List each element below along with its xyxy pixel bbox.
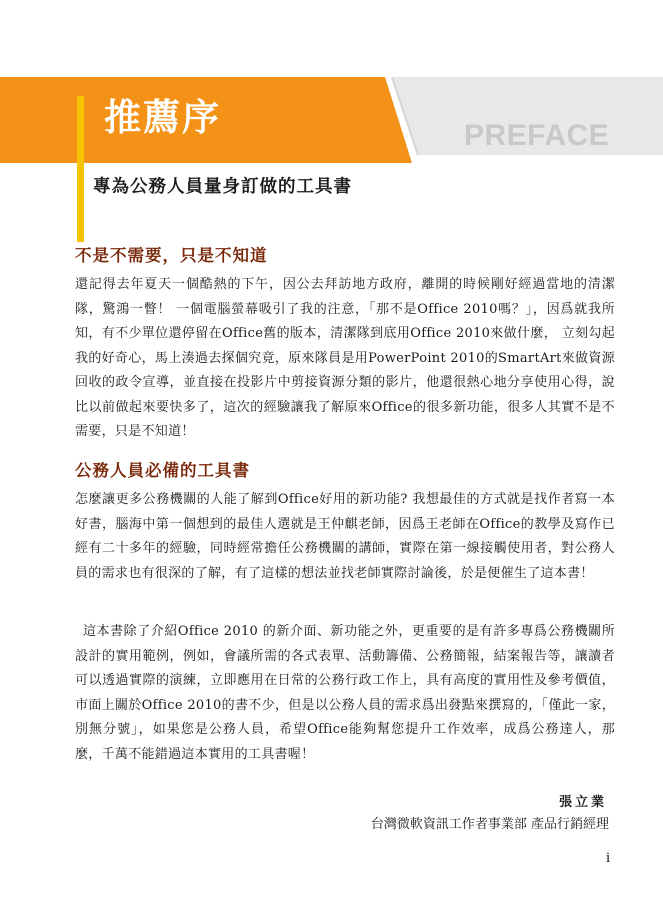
body-paragraph: 這本書除了介紹Office 2010 的新介面、新功能之外，更重要的是有許多專爲公務機關所設計的實用範例，例如，會議所需的各式表單、活動籌備、公務簡報，結案報告等，讓讀者可以透過實際的演練，立即應用在日常的公務行政工作上，具有高度的實用性及參考價值，市面上關於Office 2010的書不少，但是以公務人員的需求爲出發點來撰寫的，「僅此一家，別無分號」，如果您是公務人員，希望Office能夠幫您提升工作效率，成爲公務達人，那麼，千萬不能錯過這本實用的工具書喔！ xyxy=(75,624,615,762)
accent-bar xyxy=(77,96,84,242)
body-paragraph: 還記得去年夏天一個酷熱的下午，因公去拜訪地方政府，離開的時候剛好經過當地的清潔隊，驚鴻一瞥！ 一個電腦螢幕吸引了我的注意，「那不是Office 2010嗎？」，因爲就我所知，有不少單位還停留在Office舊的版本，清潔隊到底用Office 2010來做什麼， 立刻勾起我的好奇心，馬上湊過去探個究竟，原來隊員是用PowerPoint 2010的SmartArt來做資源回收的政令宣導，並直接在投影片中剪接資源分類的影片，他還很熱心地分享使用心得，說比以前做起來要快多了，這次的經驗讓我了解原來Office的很多新功能，很多人其實不是不需要，只是不知道！ xyxy=(75,277,615,439)
section-heading: 不是不需要，只是不知道 xyxy=(75,246,268,265)
signature-title: 台灣微軟資訊工作者事業部 產品行銷經理 xyxy=(370,817,609,832)
page-subtitle: 專為公務人員量身訂做的工具書 xyxy=(93,177,352,197)
page-title: 推薦序 xyxy=(104,96,221,139)
preface-label: PREFACE xyxy=(464,119,610,152)
signature-name: 張立業 xyxy=(558,795,607,810)
section-heading: 公務人員必備的工具書 xyxy=(75,461,250,480)
page-number: i xyxy=(606,850,611,866)
body-paragraph: 怎麼讓更多公務機關的人能了解到Office好用的新功能? 我想最佳的方式就是找作者寫一本好書，腦海中第一個想到的最佳人選就是王仲麒老師，因爲王老師在Office的教學及寫作已經有二十多年的經驗，同時經常擔任公務機關的講師，實際在第一線接觸使用者，對公務人員的需求也有很深的了解，有了這樣的想法並找老師實際討論後，於是便催生了這本書！ xyxy=(75,492,615,581)
